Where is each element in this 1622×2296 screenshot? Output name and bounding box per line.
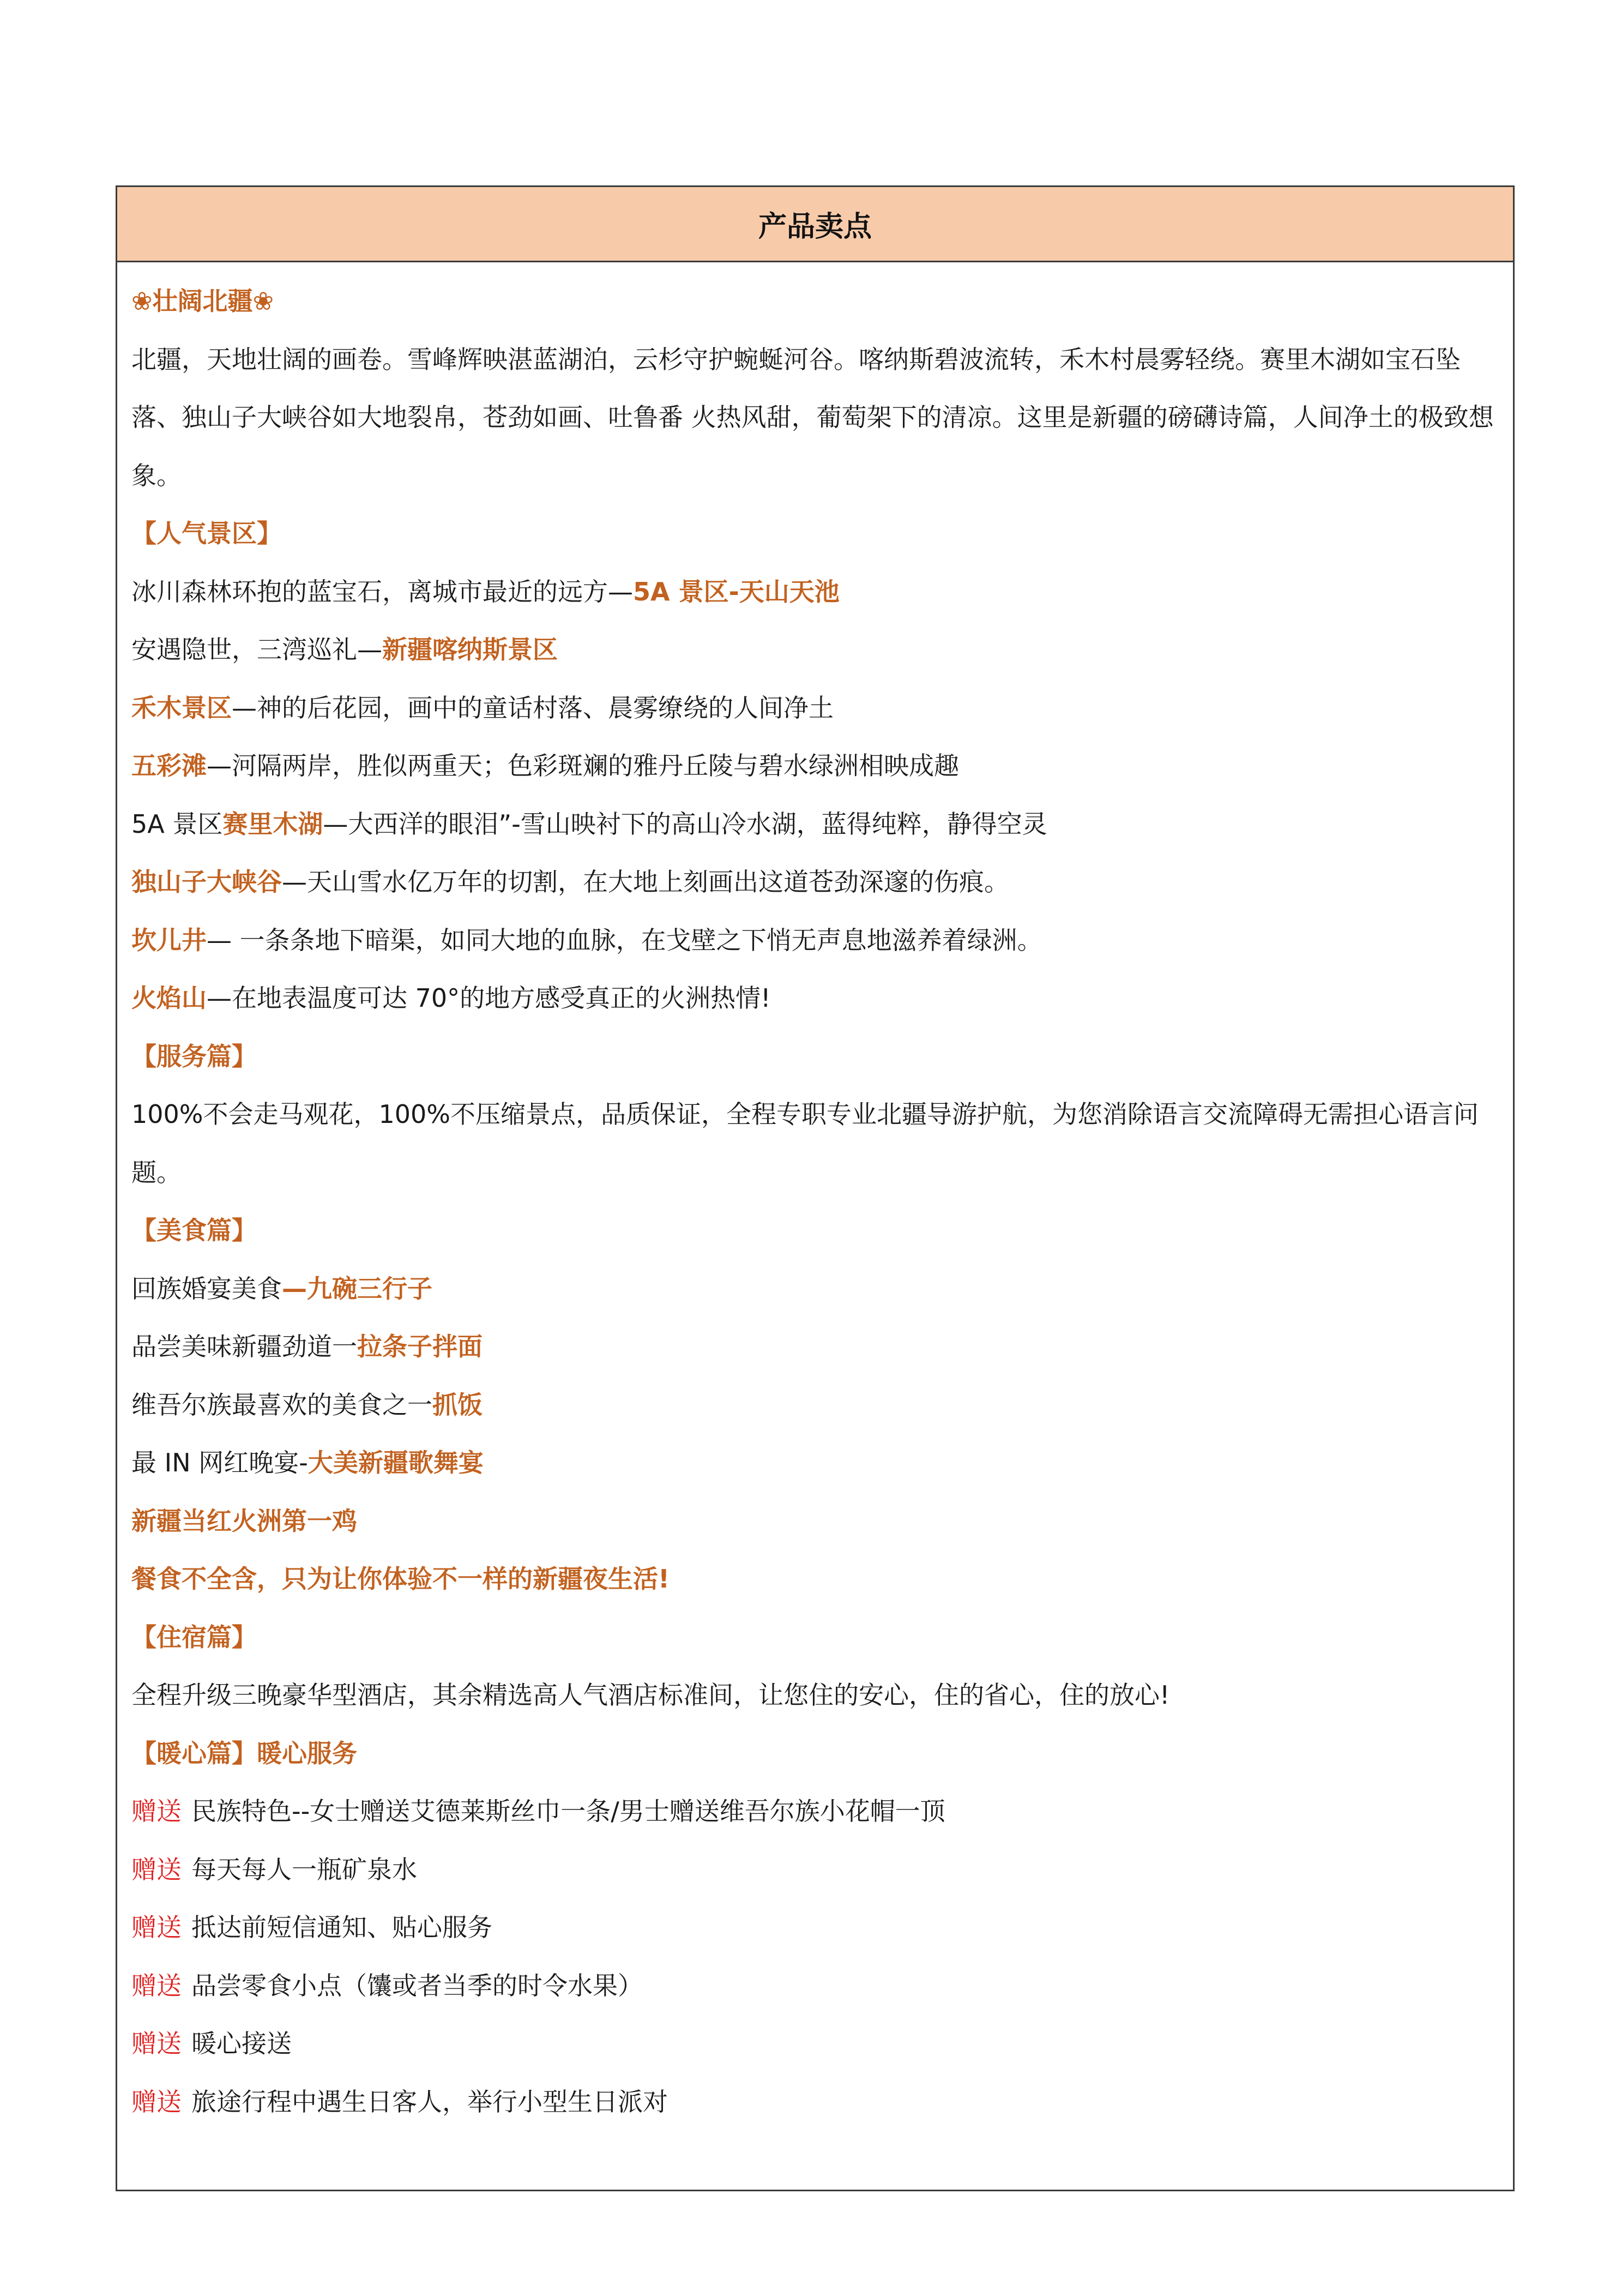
flower-icon: ❀ <box>252 286 274 316</box>
intro-title: ❀壮阔北疆❀ <box>131 286 274 316</box>
hotel-paragraph: 全程升级三晚豪华型酒店，其余精选高人气酒店标准间，让您住的安心，住的省心，住的放心! <box>131 1680 1170 1710</box>
scenic-item: 5A 景区赛里木湖—大西洋的眼泪”-雪山映衬下的高山冷水湖，蓝得纯粹，静得空灵 <box>131 809 1047 839</box>
scenic-list <box>131 563 1501 1027</box>
food-item: 餐食不全含，只为让你体验不一样的新疆夜生活! <box>131 1564 670 1594</box>
hotel-section-title: 【住宿篇】 <box>131 1622 257 1652</box>
table-title: 产品卖点 <box>758 211 872 243</box>
food-item: 品尝美味新疆劲道一拉条子拌面 <box>131 1332 483 1361</box>
scenic-item: 五彩滩—河隔两岸，胜似两重天；色彩斑斓的雅丹丘陵与碧水绿洲相映成趣 <box>131 751 959 780</box>
gift-item: 赠送 暖心接送 <box>131 2029 292 2058</box>
food-item: 维吾尔族最喜欢的美食之一抓饭 <box>131 1390 483 1420</box>
scenic-item: 安遇隐世，三湾巡礼—新疆喀纳斯景区 <box>131 635 558 664</box>
flower-icon: ❀ <box>131 286 153 316</box>
gift-list <box>131 1782 1501 2131</box>
food-list <box>131 1260 1501 1608</box>
scenic-item: 坎儿井— 一条条地下暗渠，如同大地的血脉，在戈壁之下悄无声息地滋养着绿洲。 <box>131 925 1042 955</box>
gift-item: 赠送 品尝零食小点（馕或者当季的时令水果） <box>131 1970 643 2000</box>
service-paragraph: 100%不会走马观花，100%不压缩景点，品质保证，全程专职专业北疆导游护航，为您消除语言交流障碍无需担心语言问题。 <box>131 1099 1479 1187</box>
scenic-item: 火焰山—在地表温度可达 70°的地方感受真正的火洲热情! <box>131 983 771 1013</box>
gift-item: 赠送 抵达前短信通知、贴心服务 <box>131 1913 492 1942</box>
table-body <box>117 262 1513 2131</box>
gift-label: 赠送 <box>131 2029 182 2058</box>
food-section-title: 【美食篇】 <box>131 1216 257 1245</box>
scenic-item: 冰川森林环抱的蓝宝石，离城市最近的远方—5A 景区-天山天池 <box>131 576 840 606</box>
intro-paragraph: 北疆，天地壮阔的画卷。雪峰辉映湛蓝湖泊，云杉守护蜿蜒河谷。喀纳斯碧波流转，禾木村晨雾轻绕。赛里木湖如宝石坠落、独山子大峡谷如大地裂帛，苍劲如画、吐鲁番 火热风甜，葡萄架下的清凉。这里是新疆的磅礴诗篇，人间净土的极致想象。 <box>131 344 1494 490</box>
gift-label: 赠送 <box>131 1970 182 2000</box>
gift-label: 赠送 <box>131 2087 182 2117</box>
selling-points-table <box>116 185 1515 2191</box>
scenic-item: 独山子大峡谷—天山雪水亿万年的切割，在大地上刻画出这道苍劲深邃的伤痕。 <box>131 867 1009 897</box>
gift-label: 赠送 <box>131 1913 182 1942</box>
warm-section-title: 【暖心篇】暖心服务 <box>131 1738 357 1768</box>
gift-label: 赠送 <box>131 1854 182 1884</box>
gift-item: 赠送 每天每人一瓶矿泉水 <box>131 1854 417 1884</box>
scenic-item: 禾木景区—神的后花园，画中的童话村落、晨雾缭绕的人间净土 <box>131 693 834 723</box>
food-item: 新疆当红火洲第一鸡 <box>131 1506 357 1536</box>
table-header <box>117 187 1513 262</box>
food-item: 最 IN 网红晚宴-大美新疆歌舞宴 <box>131 1448 484 1477</box>
gift-item: 赠送 民族特色--女士赠送艾德莱斯丝巾一条/男士赠送维吾尔族小花帽一顶 <box>131 1796 945 1826</box>
scenic-section-title: 【人气景区】 <box>131 519 282 548</box>
gift-label: 赠送 <box>131 1796 182 1826</box>
service-section-title: 【服务篇】 <box>131 1041 257 1071</box>
gift-item: 赠送 旅途行程中遇生日客人，举行小型生日派对 <box>131 2087 668 2117</box>
food-item: 回族婚宴美食—九碗三行子 <box>131 1273 432 1303</box>
